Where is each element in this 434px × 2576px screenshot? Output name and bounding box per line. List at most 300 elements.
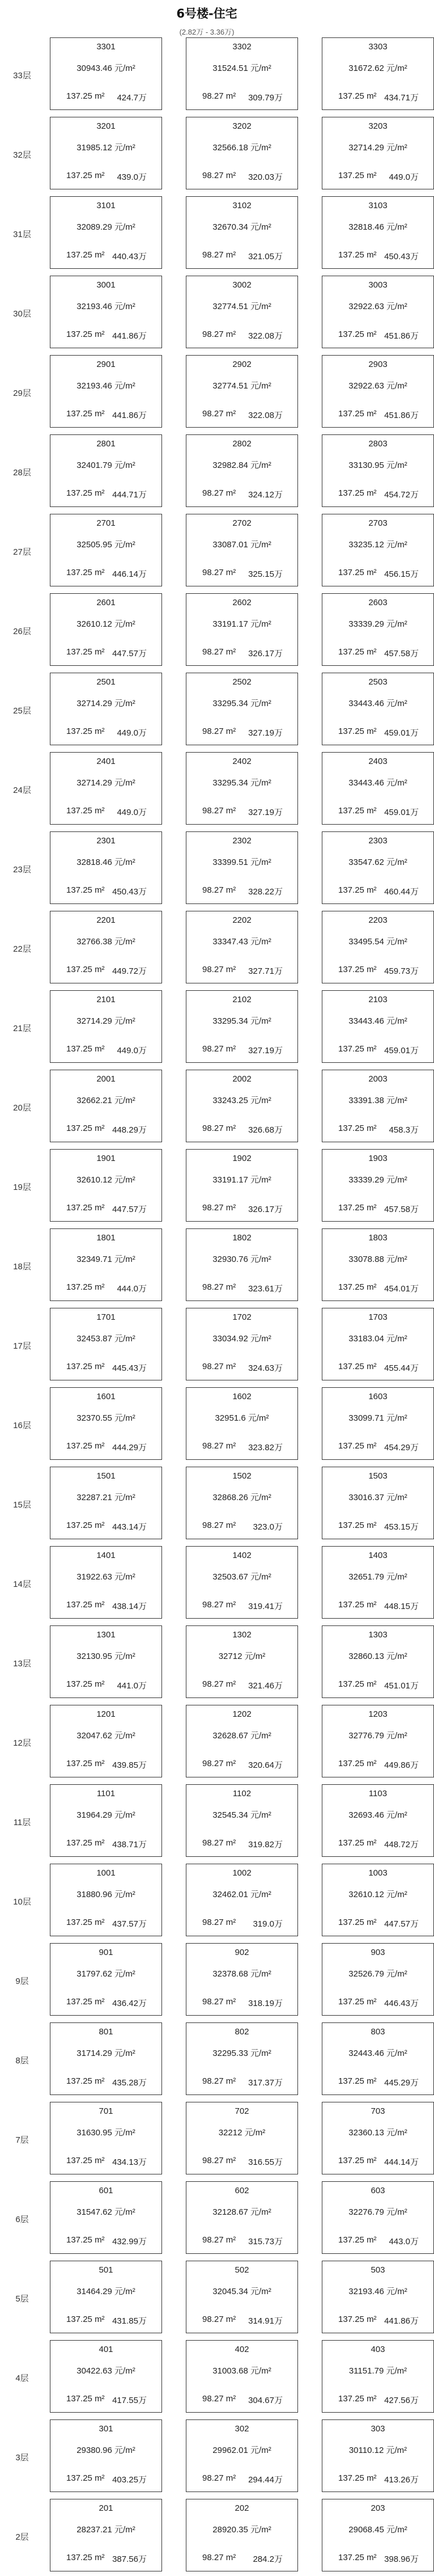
unit-area-value: 137.25 [338, 2156, 364, 2165]
unit-area [202, 1203, 236, 1213]
unit-price [322, 1888, 433, 1900]
total-unit: 万 [274, 1681, 283, 1691]
area-unit: m² [367, 171, 377, 180]
unit-total-price [253, 1918, 283, 1929]
price-unit: 元/m² [114, 1969, 135, 1979]
unit-area [202, 965, 236, 974]
unit-area [338, 1124, 377, 1133]
unit-cell [186, 990, 298, 1063]
unit-price-value: 31672.62 [348, 64, 384, 73]
unit-total-value: 434.13 [112, 2157, 138, 2167]
area-unit: m² [225, 1282, 236, 1292]
unit-total-value: 318.19 [248, 1999, 274, 2008]
area-unit: m² [225, 2156, 236, 2165]
unit-total-value: 439.85 [112, 1760, 138, 1770]
total-unit: 万 [138, 172, 147, 182]
unit-price [50, 1809, 161, 1821]
unit-price-value: 32662.21 [76, 1096, 112, 1105]
unit-area-value: 137.25 [66, 1282, 92, 1292]
unit-price-value: 33339.29 [348, 1175, 384, 1185]
unit-total-price [112, 1124, 147, 1135]
unit-price [50, 2206, 161, 2218]
unit-total-price [384, 409, 419, 421]
total-unit: 万 [274, 2396, 283, 2405]
unit-total-price [248, 1759, 283, 1771]
unit-number: 2801 [96, 439, 116, 449]
price-unit: 元/m² [114, 2287, 135, 2296]
unit-total-value: 327.19 [248, 1046, 274, 1055]
unit-total-price [112, 965, 147, 977]
area-unit: m² [225, 965, 236, 974]
unit-total-value: 319.0 [253, 1919, 274, 1929]
total-unit: 万 [410, 172, 419, 182]
unit-price [50, 141, 161, 153]
unit-price-value: 32505.95 [76, 540, 112, 550]
unit-area-value: 137.25 [66, 806, 92, 816]
unit-cell [50, 2499, 162, 2571]
unit-area-value: 137.25 [338, 1044, 364, 1054]
unit-total-price [117, 171, 147, 183]
unit-cell [50, 1228, 162, 1301]
total-unit: 万 [410, 1681, 419, 1691]
area-unit: m² [225, 1521, 236, 1530]
unit-total-value: 454.29 [384, 1443, 410, 1452]
unit-number: 1403 [368, 1551, 388, 1560]
unit-total-value: 449.0 [117, 808, 138, 817]
unit-number: 2203 [368, 915, 388, 925]
unit-price [186, 379, 297, 391]
unit-price-value: 32443.46 [348, 2049, 384, 2058]
price-unit: 元/m² [386, 540, 407, 550]
unit-price [50, 538, 161, 550]
unit-total-value: 458.3 [389, 1125, 410, 1135]
unit-total-price [248, 727, 283, 738]
unit-area [338, 2235, 377, 2245]
total-unit: 万 [274, 2475, 283, 2485]
area-unit: m² [95, 727, 105, 736]
unit-price-value: 33547.62 [348, 858, 384, 867]
unit-total-value: 314.91 [248, 2316, 274, 2326]
unit-area [202, 647, 236, 657]
unit-total-value: 449.0 [117, 1046, 138, 1055]
unit-price-value: 32712 [218, 1652, 242, 1661]
unit-total-value: 451.86 [384, 411, 410, 420]
floor-label: 13层 [13, 1658, 31, 1669]
total-unit: 万 [410, 2554, 419, 2564]
unit-price [186, 2444, 297, 2456]
unit-area [202, 171, 236, 180]
unit-cell [50, 276, 162, 348]
price-unit: 元/m² [114, 1255, 135, 1264]
unit-total-value: 284.2 [253, 2554, 274, 2564]
unit-cell [322, 2022, 434, 2095]
unit-number: 2503 [368, 677, 388, 687]
unit-area-value: 137.25 [66, 171, 92, 180]
unit-cell [186, 2261, 298, 2333]
unit-area [338, 1679, 377, 1689]
unit-total-price [248, 1997, 283, 2009]
unit-total-value: 447.57 [112, 1205, 138, 1214]
unit-price [186, 300, 297, 312]
total-unit: 万 [410, 569, 419, 579]
unit-price [186, 697, 297, 709]
unit-price [186, 2206, 297, 2218]
unit-price-value: 33443.46 [348, 1016, 384, 1026]
unit-area-value: 137.25 [66, 330, 92, 339]
unit-total-value: 327.71 [248, 966, 274, 976]
unit-area [338, 1838, 377, 1848]
unit-area-value: 98.27 [202, 2394, 224, 2404]
floor-row [0, 1147, 419, 1226]
area-unit: m² [367, 806, 377, 816]
unit-cell [186, 37, 298, 110]
unit-number: 603 [371, 2186, 385, 2195]
floor-row [0, 35, 419, 115]
unit-price [186, 141, 297, 153]
unit-cell [322, 1387, 434, 1460]
unit-number: 203 [371, 2503, 385, 2513]
unit-total-value: 325.15 [248, 569, 274, 579]
total-unit: 万 [274, 172, 283, 182]
unit-price-value: 32982.84 [212, 461, 248, 470]
price-unit: 元/m² [114, 858, 135, 867]
unit-area [202, 1441, 236, 1451]
total-unit: 万 [410, 2396, 419, 2405]
unit-area-value: 137.25 [66, 1521, 92, 1530]
price-unit: 元/m² [114, 1652, 135, 1661]
unit-price-value: 32766.38 [76, 937, 112, 947]
page-header [0, 0, 414, 35]
unit-number: 501 [99, 2265, 113, 2275]
unit-total-value: 327.19 [248, 728, 274, 738]
unit-area-value: 137.25 [338, 91, 364, 101]
price-unit: 元/m² [250, 858, 271, 867]
unit-total-price [389, 171, 419, 183]
unit-total-value: 448.29 [112, 1125, 138, 1135]
area-unit: m² [367, 1759, 377, 1768]
floor-row [0, 1861, 419, 1941]
unit-price [322, 1015, 433, 1027]
total-unit: 万 [410, 1760, 419, 1770]
price-unit: 元/m² [250, 2446, 271, 2455]
unit-cell [50, 2419, 162, 2492]
total-unit: 万 [410, 728, 419, 738]
floor-row [0, 2100, 419, 2179]
unit-price [186, 1570, 297, 1582]
unit-area-value: 98.27 [202, 250, 224, 260]
unit-total-price [248, 250, 283, 262]
unit-total-price [384, 1203, 419, 1215]
unit-price-value: 32774.51 [212, 381, 248, 391]
unit-price [322, 618, 433, 630]
unit-price [322, 1094, 433, 1106]
unit-number: 1102 [232, 1789, 252, 1798]
unit-price [322, 1967, 433, 1979]
unit-price-value: 33243.25 [212, 1096, 248, 1105]
unit-area [202, 2473, 236, 2483]
unit-area [66, 1362, 105, 1371]
unit-cell [50, 117, 162, 189]
unit-area-value: 98.27 [202, 1441, 224, 1451]
unit-cell [50, 2181, 162, 2254]
total-unit: 万 [410, 2475, 419, 2485]
unit-area-value: 98.27 [202, 2315, 224, 2324]
price-unit: 元/m² [114, 778, 135, 788]
unit-number: 802 [235, 2027, 249, 2037]
unit-number: 503 [371, 2265, 385, 2275]
unit-cell [186, 911, 298, 983]
unit-number: 1803 [368, 1233, 388, 1243]
unit-area-value: 137.25 [338, 1441, 364, 1451]
unit-total-value: 438.71 [112, 1840, 138, 1849]
price-unit: 元/m² [114, 1413, 135, 1423]
unit-price [322, 2523, 433, 2535]
unit-number: 2302 [232, 836, 252, 846]
unit-area-value: 98.27 [202, 2235, 224, 2245]
unit-total-price [253, 2553, 283, 2565]
unit-number: 303 [371, 2424, 385, 2434]
unit-number: 1802 [232, 1233, 252, 1243]
unit-area-value: 98.27 [202, 1918, 224, 1927]
total-unit: 万 [410, 1125, 419, 1135]
unit-cell [186, 831, 298, 904]
area-unit: m² [95, 1600, 105, 1610]
unit-price [50, 1570, 161, 1582]
unit-total-price [389, 2235, 419, 2247]
unit-area-value: 98.27 [202, 409, 224, 419]
unit-area [66, 91, 105, 101]
unit-area [202, 1997, 236, 2007]
total-unit: 万 [410, 1205, 419, 1214]
unit-cell [50, 2261, 162, 2333]
unit-price [322, 538, 433, 550]
area-unit: m² [225, 2553, 236, 2562]
floor-label: 3层 [15, 2452, 29, 2463]
unit-number: 2903 [368, 360, 388, 369]
unit-cell [322, 2419, 434, 2492]
floor-label: 6层 [15, 2214, 29, 2224]
floor-row [0, 591, 419, 670]
area-unit: m² [367, 885, 377, 895]
unit-number: 1502 [232, 1471, 252, 1481]
unit-price [322, 141, 433, 153]
unit-total-value: 326.17 [248, 1205, 274, 1214]
floor-row [0, 750, 419, 829]
unit-total-price [248, 2076, 283, 2088]
unit-cell [50, 1705, 162, 1777]
unit-price-value: 33391.38 [348, 1096, 384, 1105]
unit-total-value: 441.0 [117, 1681, 138, 1691]
unit-area [338, 1203, 377, 1213]
unit-area [338, 2076, 377, 2086]
area-unit: m² [367, 1679, 377, 1689]
unit-total-value: 445.29 [384, 2078, 410, 2088]
unit-cell [50, 1625, 162, 1698]
total-unit: 万 [138, 1681, 147, 1691]
unit-price-value: 33034.92 [212, 1334, 248, 1344]
unit-total-price [248, 2473, 283, 2485]
price-unit: 元/m² [386, 461, 407, 470]
price-unit: 元/m² [114, 1334, 135, 1344]
unit-area-value: 137.25 [338, 250, 364, 260]
unit-cell [322, 355, 434, 428]
unit-area [66, 488, 105, 498]
area-unit: m² [95, 965, 105, 974]
unit-number: 902 [235, 1948, 249, 1957]
unit-total-value: 403.25 [112, 2475, 138, 2485]
unit-total-price [384, 965, 419, 977]
unit-price-value: 33099.71 [348, 1413, 384, 1423]
unit-area [202, 488, 236, 498]
unit-total-value: 315.73 [248, 2237, 274, 2246]
area-unit: m² [367, 568, 377, 577]
unit-area [338, 1044, 377, 1054]
unit-price [322, 1650, 433, 1662]
unit-total-value: 459.01 [384, 808, 410, 817]
unit-area [338, 965, 377, 974]
unit-total-value: 457.58 [384, 1205, 410, 1214]
unit-total-price [384, 2315, 419, 2326]
price-unit: 元/m² [114, 64, 135, 73]
unit-price [186, 1412, 297, 1424]
unit-area [66, 2315, 105, 2324]
area-unit: m² [95, 806, 105, 816]
unit-number: 601 [99, 2186, 113, 2195]
unit-price [322, 935, 433, 947]
unit-price [186, 1650, 297, 1662]
unit-total-price [248, 1203, 283, 1215]
unit-total-value: 316.55 [248, 2157, 274, 2167]
floor-label: 14层 [13, 1579, 31, 1589]
area-unit: m² [225, 1759, 236, 1768]
area-unit: m² [367, 2473, 377, 2483]
unit-area-value: 98.27 [202, 1044, 224, 1054]
price-unit: 元/m² [386, 937, 407, 947]
unit-area [202, 568, 236, 577]
unit-number: 1301 [96, 1630, 116, 1640]
unit-price [50, 2444, 161, 2456]
unit-price [186, 618, 297, 630]
total-unit: 万 [138, 2396, 147, 2405]
total-unit: 万 [410, 2237, 419, 2246]
area-unit: m² [95, 91, 105, 101]
unit-total-value: 438.14 [112, 1602, 138, 1611]
unit-area-value: 137.25 [66, 1838, 92, 1848]
unit-area [338, 1918, 377, 1927]
unit-price [50, 2523, 161, 2535]
unit-total-price [112, 1997, 147, 2009]
unit-total-price [112, 2315, 147, 2326]
unit-price-value: 32401.79 [76, 461, 112, 470]
unit-area-value: 98.27 [202, 885, 224, 895]
unit-number: 3203 [368, 121, 388, 131]
price-unit: 元/m² [386, 1493, 407, 1502]
total-unit: 万 [138, 1046, 147, 1055]
unit-total-value: 459.73 [384, 966, 410, 976]
unit-price-value: 32128.67 [212, 2207, 248, 2217]
total-unit: 万 [138, 93, 147, 103]
unit-price [322, 2126, 433, 2138]
unit-number: 1001 [96, 1868, 116, 1878]
unit-total-value: 449.0 [389, 172, 410, 182]
unit-area [202, 1124, 236, 1133]
unit-total-price [384, 1362, 419, 1374]
unit-area [202, 1362, 236, 1371]
unit-area-value: 137.25 [66, 568, 92, 577]
total-unit: 万 [410, 1363, 419, 1373]
unit-number: 1303 [368, 1630, 388, 1640]
unit-number: 502 [235, 2265, 249, 2275]
unit-price [186, 2047, 297, 2059]
unit-total-price [117, 727, 147, 738]
total-unit: 万 [410, 808, 419, 817]
unit-area-value: 98.27 [202, 1521, 224, 1530]
floor-row [0, 1385, 419, 1464]
unit-cell [186, 593, 298, 666]
unit-number: 2402 [232, 757, 252, 766]
unit-price-value: 32818.46 [348, 222, 384, 232]
area-unit: m² [95, 1362, 105, 1371]
unit-total-value: 449.86 [384, 1760, 410, 1770]
unit-price [50, 856, 161, 868]
unit-price-value: 32628.67 [212, 1731, 248, 1741]
unit-cell [322, 911, 434, 983]
price-range-subtitle: (2.82万 - 3.36万) [179, 28, 235, 36]
unit-price-value: 32714.29 [76, 699, 112, 708]
unit-price [186, 1491, 297, 1503]
unit-price-value: 31714.29 [76, 2049, 112, 2058]
price-unit: 元/m² [114, 1572, 135, 1582]
unit-cell [50, 1387, 162, 1460]
area-unit: m² [367, 1997, 377, 2007]
unit-area [202, 2553, 236, 2562]
unit-total-value: 294.44 [248, 2475, 274, 2485]
unit-number: 1401 [96, 1551, 116, 1560]
unit-cell [186, 2419, 298, 2492]
unit-number: 1201 [96, 1709, 116, 1719]
unit-area-value: 137.25 [66, 2235, 92, 2245]
unit-number: 2102 [232, 995, 252, 1004]
price-unit: 元/m² [386, 1175, 407, 1185]
unit-area-value: 137.25 [338, 1679, 364, 1689]
unit-number: 2101 [96, 995, 116, 1004]
unit-price-value: 31151.79 [348, 2366, 384, 2376]
unit-total-value: 413.26 [384, 2475, 410, 2485]
unit-total-price [117, 806, 147, 818]
floor-label: 9层 [15, 1976, 29, 1986]
total-unit: 万 [410, 887, 419, 897]
unit-price-value: 28237.21 [76, 2525, 112, 2535]
unit-area [66, 2473, 105, 2483]
floor-label: 29层 [13, 388, 31, 398]
unit-number: 2803 [368, 439, 388, 449]
unit-price [186, 2523, 297, 2535]
floor-row [0, 1067, 419, 1147]
unit-price-value: 33347.43 [212, 937, 248, 947]
area-unit: m² [367, 1441, 377, 1451]
total-unit: 万 [274, 252, 283, 261]
unit-cell [186, 2102, 298, 2174]
total-unit: 万 [138, 1760, 147, 1770]
unit-number: 3001 [96, 280, 116, 290]
unit-price-value: 32860.13 [348, 1652, 384, 1661]
unit-total-price [112, 1918, 147, 1929]
unit-price [50, 1253, 161, 1265]
floor-row [0, 2338, 419, 2417]
total-unit: 万 [274, 2078, 283, 2088]
unit-area [338, 568, 377, 577]
unit-price-value: 33183.04 [348, 1334, 384, 1344]
